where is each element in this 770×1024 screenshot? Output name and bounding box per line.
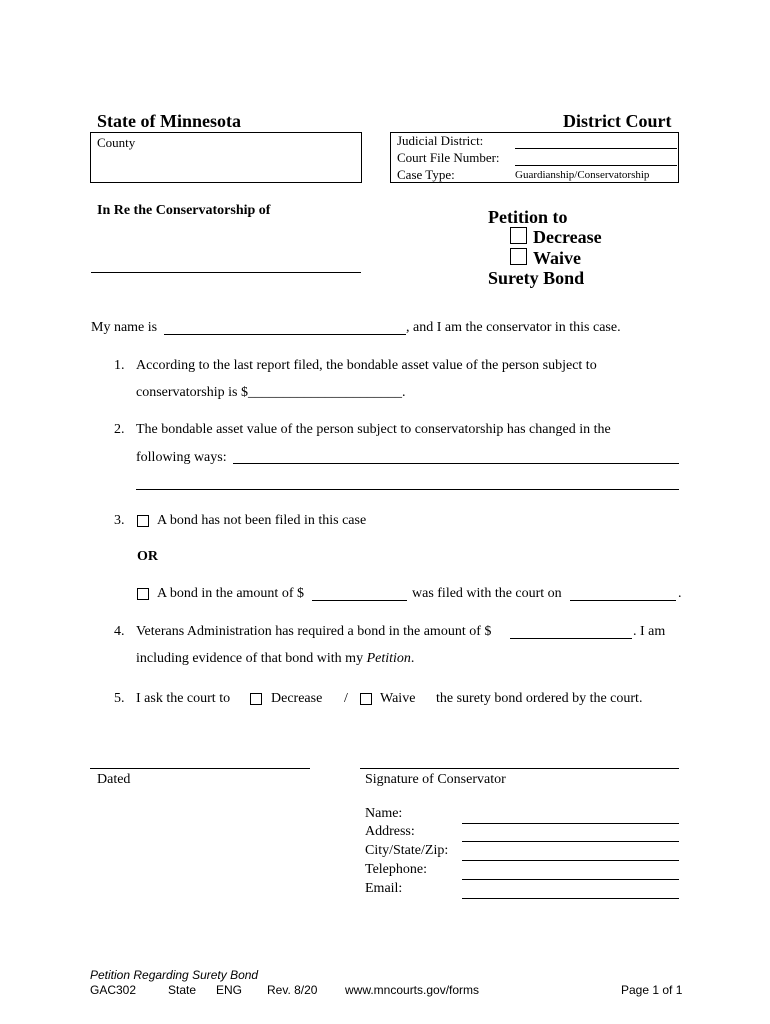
decrease-option-label: Decrease [533, 227, 602, 247]
county-box[interactable] [90, 132, 362, 183]
item4-line2-prefix: including evidence of that bond with my [136, 651, 364, 666]
footer-form-code: GAC302 [90, 983, 137, 997]
signature-field[interactable] [360, 768, 679, 769]
item5-decrease-label: Decrease [271, 691, 323, 706]
item3-option-b-middle: was filed with the court on [412, 586, 562, 601]
telephone-label: Telephone: [365, 862, 427, 877]
judicial-district-label: Judicial District: [397, 133, 484, 148]
court-file-number-field[interactable] [515, 165, 677, 166]
dated-field[interactable] [90, 768, 310, 769]
va-bond-amount-field[interactable] [510, 638, 632, 639]
asset-change-field-2[interactable] [136, 489, 679, 490]
name-label: Name: [365, 806, 403, 821]
item5-waive-label: Waive [380, 691, 416, 706]
footer-form-title: Petition Regarding Surety Bond [90, 968, 259, 982]
footer-language: ENG [216, 983, 243, 997]
name-field[interactable] [462, 823, 679, 824]
waive-checkbox[interactable] [510, 248, 527, 265]
item5-waive-checkbox[interactable] [360, 693, 372, 705]
item3-option-b-prefix: A bond in the amount of $ [157, 586, 304, 601]
item2-number: 2. [114, 422, 125, 437]
court-file-number-label: Court File Number: [397, 150, 500, 165]
bond-filed-checkbox[interactable] [137, 588, 149, 600]
item4-line2-italic: Petition [366, 651, 411, 666]
state-heading: State of Minnesota [97, 111, 241, 131]
intro-suffix: , and I am the conservator in this case. [406, 320, 621, 335]
item5-slash: / [344, 691, 348, 706]
county-label: County [97, 135, 136, 150]
email-field[interactable] [462, 898, 679, 899]
address-field[interactable] [462, 841, 679, 842]
address-label: Address: [365, 824, 415, 839]
footer-page: Page 1 of 1 [621, 983, 683, 997]
item3-option-a: A bond has not been filed in this case [157, 513, 367, 528]
item5-suffix: the surety bond ordered by the court. [436, 691, 643, 706]
item2-line1: The bondable asset value of the person subject to conservatorship has changed in the [136, 422, 611, 437]
petition-title: Petition to [488, 207, 568, 227]
signature-label: Signature of Conservator [365, 772, 506, 787]
judicial-district-field[interactable] [515, 148, 677, 149]
city-label: City/State/Zip: [365, 843, 449, 858]
city-field[interactable] [462, 860, 679, 861]
item1-line2: conservatorship is $______________________. [136, 385, 406, 400]
petitioner-name-field[interactable] [164, 334, 406, 335]
decrease-checkbox[interactable] [510, 227, 527, 244]
dated-label: Dated [97, 772, 131, 787]
footer-revision: Rev. 8/20 [267, 983, 318, 997]
conservatee-name-field[interactable] [91, 272, 361, 273]
item4-number: 4. [114, 624, 125, 639]
bond-filed-date-field[interactable] [570, 600, 676, 601]
intro-prefix: My name is [91, 320, 158, 335]
item1-line1: According to the last report filed, the bondable asset value of the person subject to [136, 358, 597, 373]
item3-or: OR [137, 549, 158, 564]
item3-number: 3. [114, 513, 125, 528]
court-heading: District Court [563, 111, 672, 131]
telephone-field[interactable] [462, 879, 679, 880]
case-info-box [390, 132, 679, 183]
item5-decrease-checkbox[interactable] [250, 693, 262, 705]
item1-number: 1. [114, 358, 125, 373]
item5-number: 5. [114, 691, 125, 706]
item4-line1-suffix: . I am [633, 624, 666, 639]
asset-change-field-1[interactable] [233, 463, 679, 464]
item2-line2: following ways: [136, 450, 227, 465]
waive-option-label: Waive [533, 248, 581, 268]
footer-website[interactable]: www.mncourts.gov/forms [345, 983, 480, 997]
email-label: Email: [365, 881, 403, 896]
item4-line2-suffix: . [410, 651, 415, 666]
footer-jurisdiction: State [168, 983, 197, 997]
item4-line1-prefix: Veterans Administration has required a bond in the amount of $ [136, 624, 492, 639]
item3-option-b-suffix: . [678, 586, 682, 601]
case-type-label: Case Type: [397, 167, 455, 182]
surety-bond-title: Surety Bond [488, 268, 585, 288]
item4-line2 [136, 651, 414, 667]
no-bond-checkbox[interactable] [137, 515, 149, 527]
in-re-caption: In Re the Conservatorship of [97, 203, 271, 218]
item5-prefix: I ask the court to [136, 691, 231, 706]
bond-amount-field[interactable] [312, 600, 407, 601]
case-type-value: Guardianship/Conservatorship [515, 169, 650, 181]
